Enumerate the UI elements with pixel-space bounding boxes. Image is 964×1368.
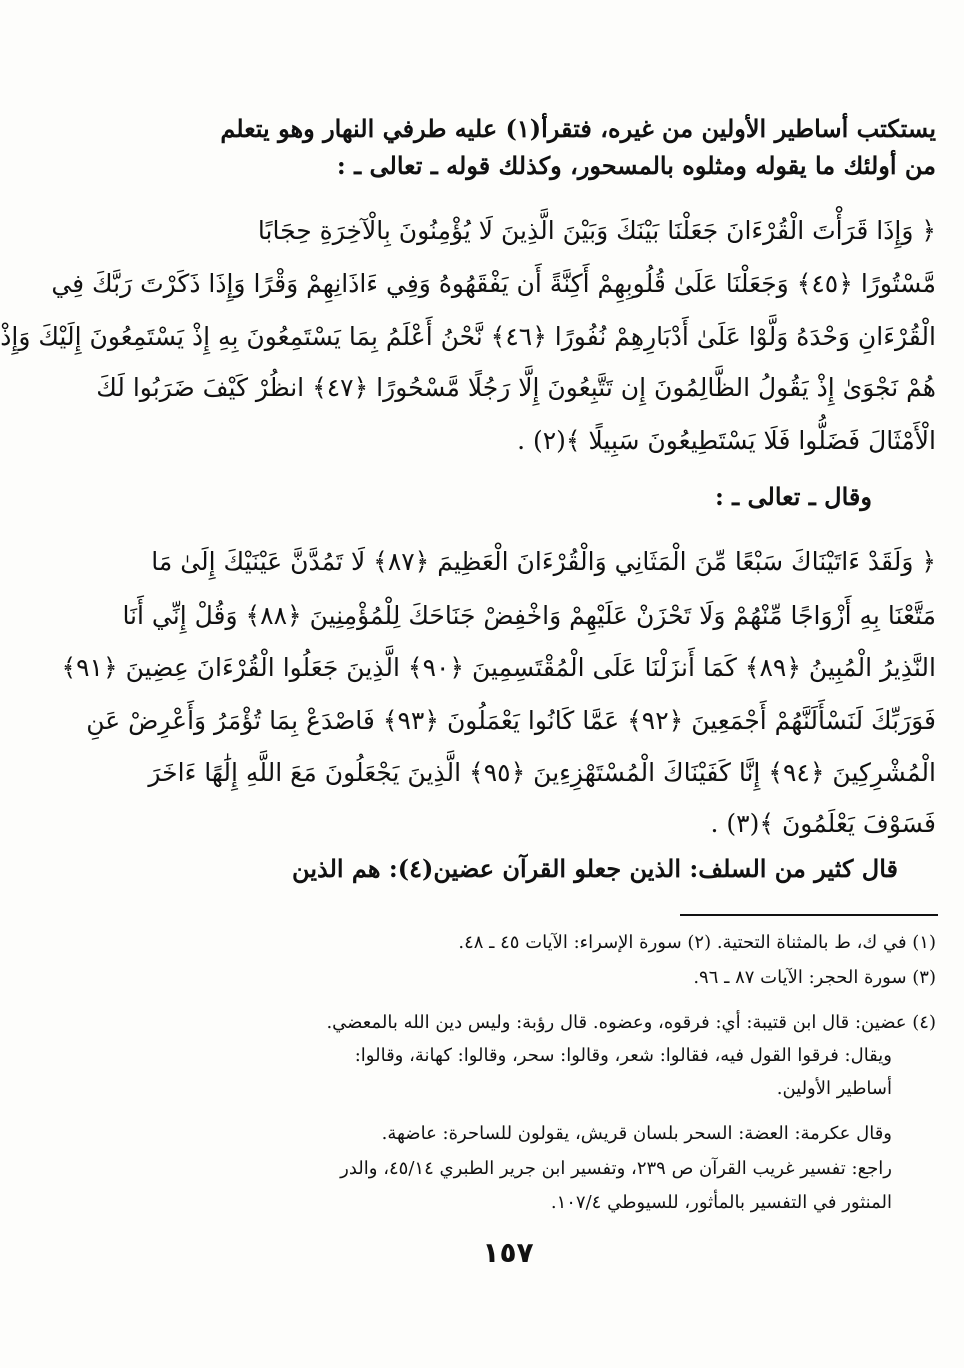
footnote-line: ويقال: فرقوا القول فيه، فقالوا: شعر، وقالوا: سحر، وقالوا: كهانة، وقالوا:: [354, 1045, 892, 1066]
verse-line: ﴿ وَإِذَا قَرَأْتَ الْقُرْءَانَ جَعَلْنَا بَيْنَكَ وَبَيْنَ الَّذِينَ لَا يُؤْمِنُونَ بِالْآخِرَةِ حِجَابًا: [257, 216, 936, 245]
footnote-line: (١) في ك، ط بالمثناة التحتية. (٢) سورة الإسراء: الآيات ٤٥ ـ ٤٨.: [458, 932, 936, 953]
verse-line: مَتَّعْنَا بِهِ أَزْوَاجًا مِّنْهُمْ وَلَا تَحْزَنْ عَلَيْهِمْ وَاخْفِضْ جَنَاحَكَ لِلْمُؤْمِنِينَ ﴿٨٨﴾ وَقُلْ إِنِّي أَنَا: [122, 601, 936, 630]
footnote-line: (٤) عضين: قال ابن قتيبة: أي: فرقوه، وعضوه. قال رؤبة: وليس دين الله بالمعضي.: [326, 1012, 936, 1033]
verse-line: الْمُشْرِكِينَ ﴿٩٤﴾ إِنَّا كَفَيْنَاكَ الْمُسْتَهْزِءِينَ ﴿٩٥﴾ الَّذِينَ يَجْعَلُونَ مَعَ اللَّهِ إِلَٰهًا ءَاخَرَ: [148, 758, 936, 787]
page-number: ١٥٧: [482, 1236, 534, 1269]
body-line-1: يستكتب أساطير الأولين من غيره، فتقرأ(١) عليه طرفي النهار وهو يتعلم: [220, 114, 936, 143]
verse-line: ﴿ وَلَقَدْ ءَاتَيْنَاكَ سَبْعًا مِّنَ الْمَثَانِي وَالْقُرْءَانَ الْعَظِيمَ ﴿٨٧﴾ لَا تَمُدَّنَّ عَيْنَيْكَ إِلَىٰ مَا: [151, 547, 936, 576]
verse-line: فَوَرَبِّكَ لَنَسْأَلَنَّهُمْ أَجْمَعِينَ ﴿٩٢﴾ عَمَّا كَانُوا يَعْمَلُونَ ﴿٩٣﴾ فَاصْدَعْ بِمَا تُؤْمَرُ وَأَعْرِضْ عَنِ: [86, 706, 936, 735]
verse-line: فَسَوْفَ يَعْلَمُونَ ﴾(٣) .: [710, 809, 936, 838]
footnote-line: (٣) سورة الحجر: الآيات ٨٧ ـ ٩٦.: [693, 967, 936, 988]
verse-line: مَّسْتُورًا ﴿٤٥﴾ وَجَعَلْنَا عَلَىٰ قُلُوبِهِمْ أَكِنَّةً أَن يَفْقَهُوهُ وَفِي ءَاذَانِهِمْ وَقْرًا وَإِذَا ذَكَرْتَ رَبَّكَ فِي: [51, 269, 936, 298]
verse-line: الْقُرْءَانِ وَحْدَهُ وَلَّوْا عَلَىٰ أَدْبَارِهِمْ نُفُورًا ﴿٤٦﴾ نَّحْنُ أَعْلَمُ بِمَا يَسْتَمِعُونَ بِهِ إِذْ يَسْتَمِعُونَ إِلَيْكَ وَإِذْ: [0, 322, 936, 351]
verse-line: هُمْ نَجْوَىٰ إِذْ يَقُولُ الظَّالِمُونَ إِن تَتَّبِعُونَ إِلَّا رَجُلًا مَّسْحُورًا ﴿٤٧﴾ انظُرْ كَيْفَ ضَرَبُوا لَكَ: [96, 373, 936, 402]
footnote-line: وقال عكرمة: العضة: السحر بلسان قريش، يقولون للساحرة: عاضهة.: [381, 1123, 892, 1144]
body-line-3: قال كثير من السلف: الذين جعلو القرآن عضين(٤): هم الذين: [292, 854, 898, 883]
verse-line: النَّذِيرُ الْمُبِينُ ﴿٨٩﴾ كَمَا أَنزَلْنَا عَلَى الْمُقْتَسِمِينَ ﴿٩٠﴾ الَّذِينَ جَعَلُوا الْقُرْءَانَ عِضِينَ ﴿٩١﴾: [61, 653, 936, 682]
footnote-line: أساطير الأولين.: [776, 1078, 892, 1099]
footnote-line: المنثور في التفسير بالمأثور، للسيوطي ١٠٧/٤.: [550, 1192, 892, 1213]
footnote-line: راجع: تفسير غريب القرآن ص ٢٣٩، وتفسير ابن جرير الطبري ٤٥/١٤، والدر: [340, 1158, 892, 1179]
body-line-2: من أولئك ما يقوله ومثلوه بالمسحور، وكذلك قوله ـ تعالى ـ :: [336, 151, 936, 180]
verse-line: الْأَمْثَالَ فَضَلُّوا فَلَا يَسْتَطِيعُونَ سَبِيلًا ﴾(٢) .: [517, 426, 936, 455]
section-heading: وقال ـ تعالى ـ :: [714, 482, 872, 511]
footnote-separator: [680, 914, 938, 916]
